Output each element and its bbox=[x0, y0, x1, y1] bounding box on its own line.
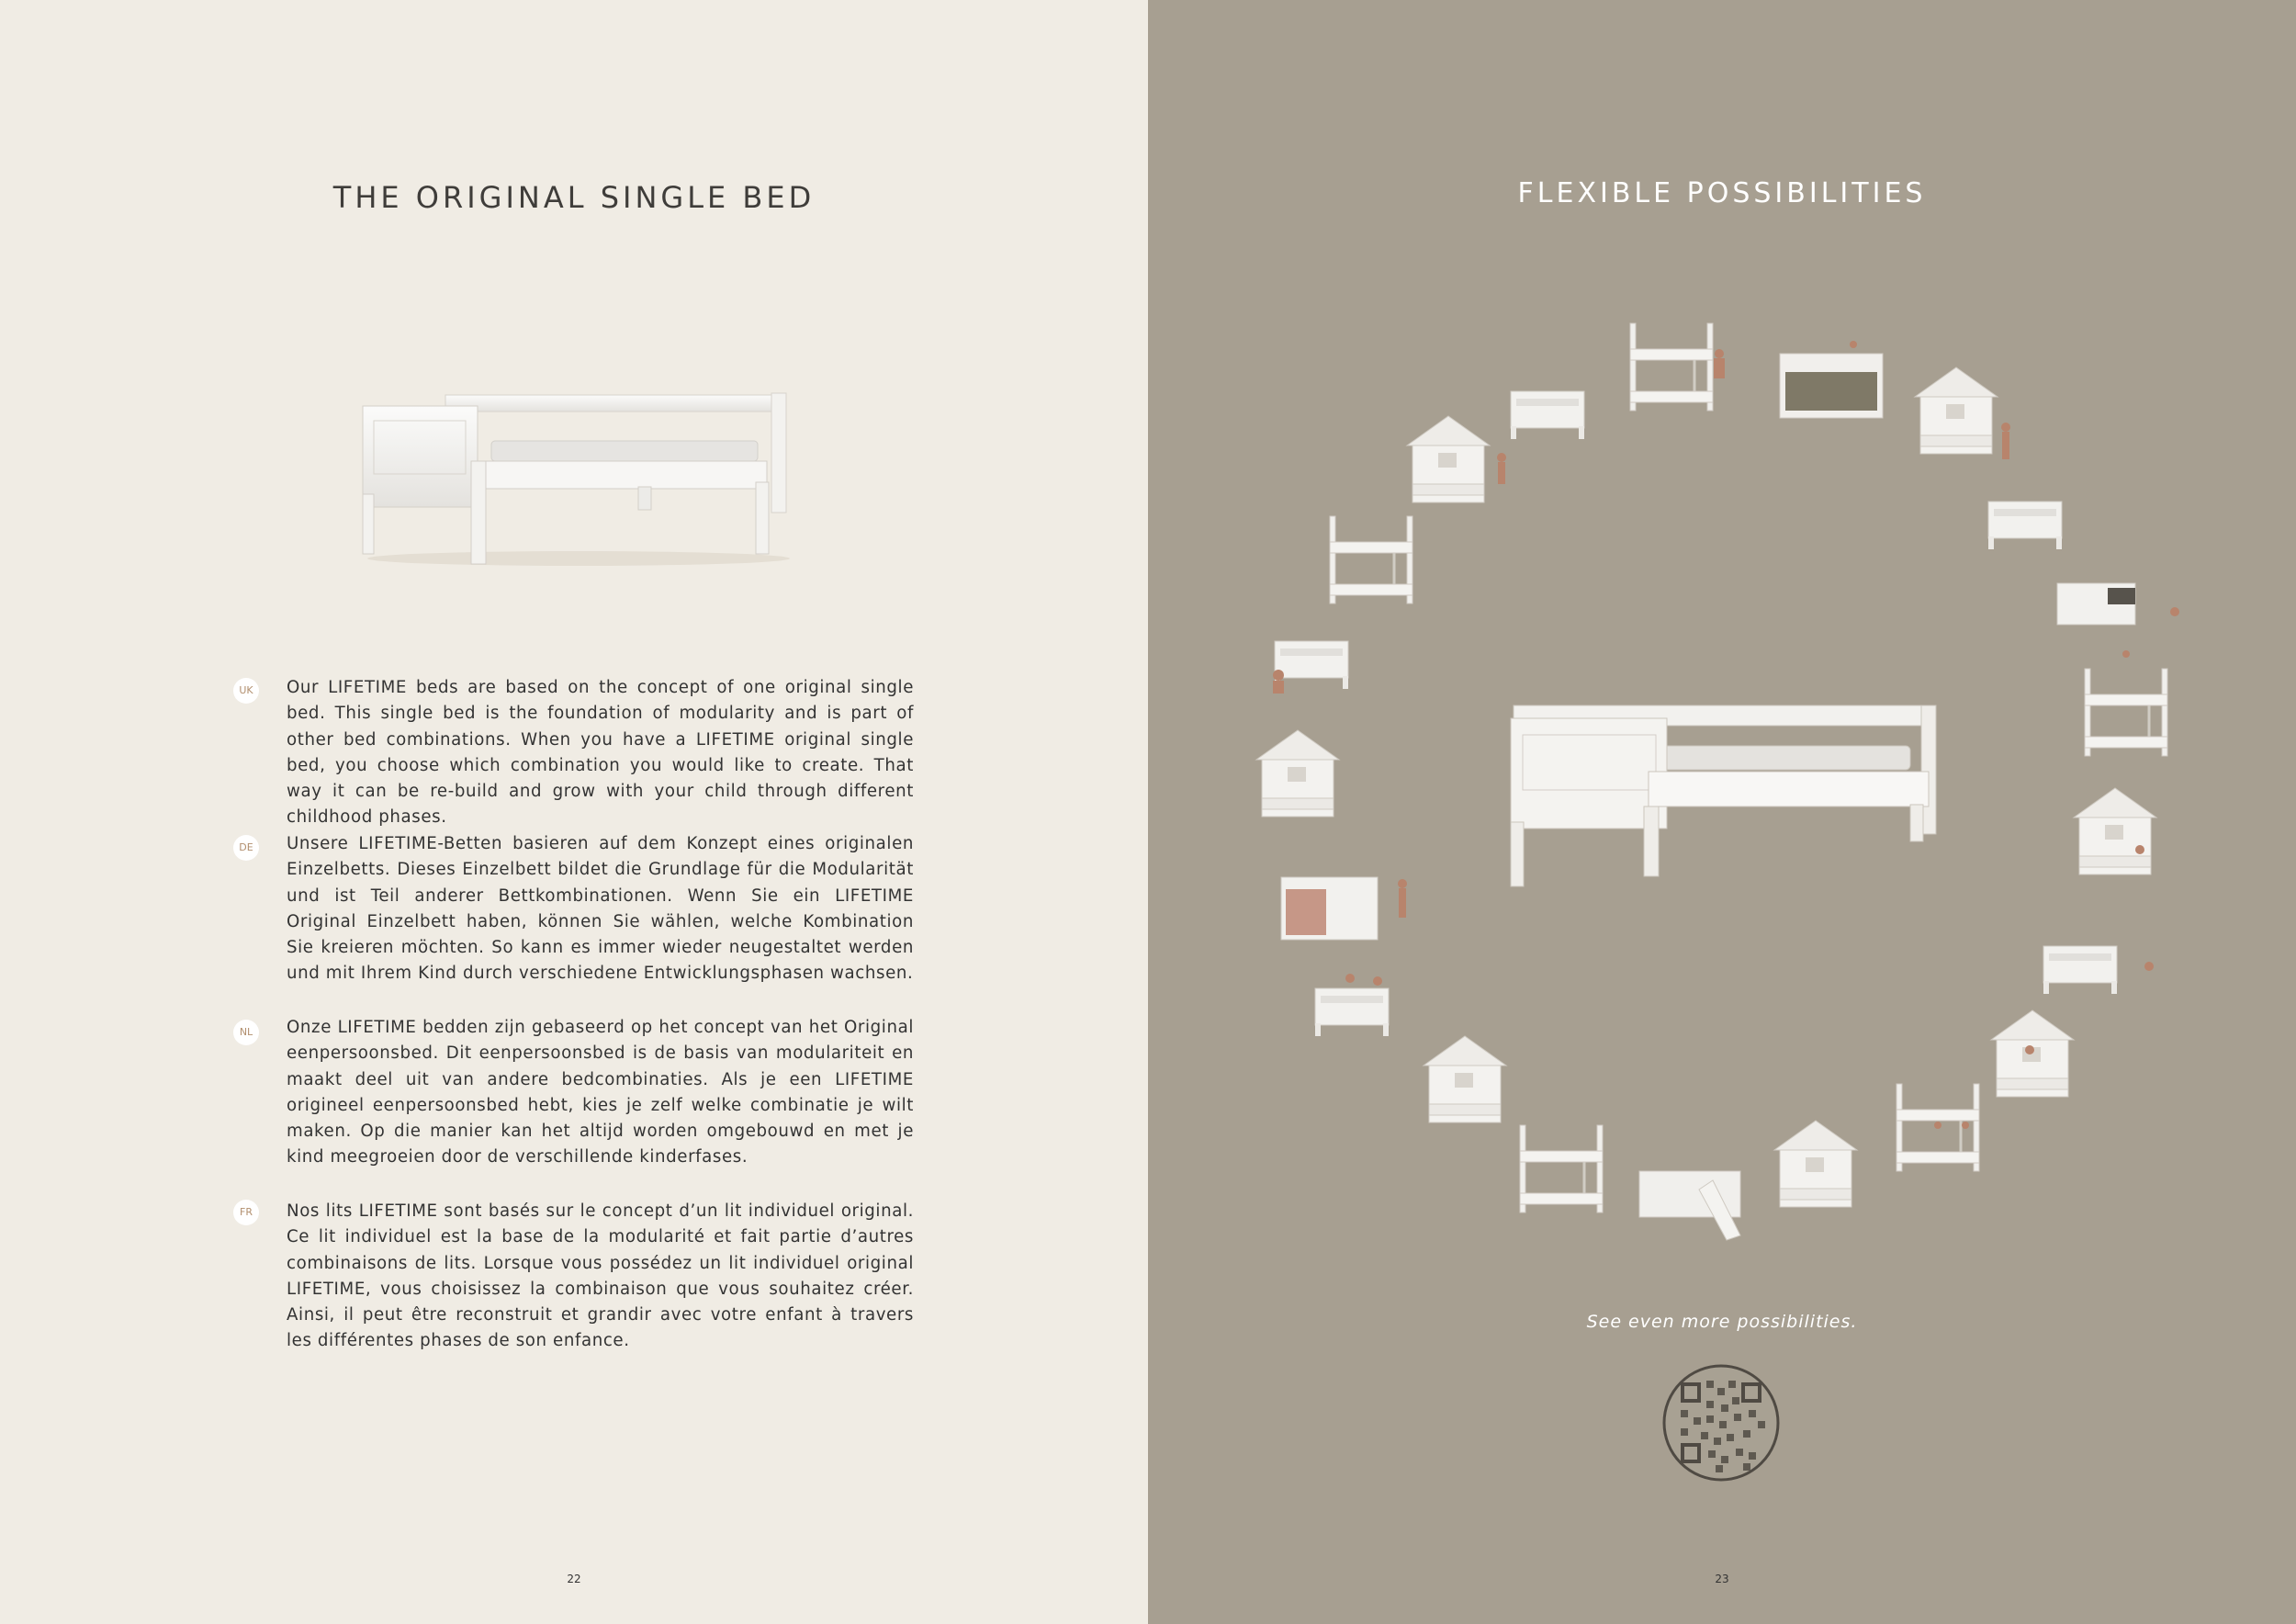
page-title-right: FLEXIBLE POSSIBILITIES bbox=[1517, 177, 1927, 209]
right-page bbox=[1148, 0, 2296, 1624]
see-more-text: See even more possibilities. bbox=[1586, 1312, 1858, 1332]
central-single-bed-image bbox=[1511, 705, 1936, 886]
page-title-left: THE ORIGINAL SINGLE BED bbox=[332, 180, 816, 215]
language-badge-uk: UK bbox=[233, 678, 259, 704]
paragraph-uk: Our LIFETIME beds are based on the concept of one original single bed. This single bed is the foundation of modularity and is part of other bed combinations. When you have a LIFETIME original single bed, you choose which combination you would like to create. That way it can be re-build and grow with your child through different childhood phases. bbox=[287, 678, 914, 828]
page-number-left: 22 bbox=[567, 1573, 581, 1585]
page-number-right: 23 bbox=[1715, 1573, 1729, 1585]
language-badge-nl: NL bbox=[233, 1020, 259, 1045]
language-badge-fr: FR bbox=[233, 1200, 259, 1225]
paragraph-fr: Nos lits LIFETIME sont basés sur le concept d’un lit individuel original. Ce lit individuel est la base de la modularité et fait partie d’autres combinaisons de lits. Lorsque vous possédez un lit individuel original LIFETIME, vous choisissez la combinaison que vous souhaitez créer. Ainsi, il peut être reconstruit et grandir avec votre enfant à travers les différentes phases de son enfance. bbox=[287, 1201, 914, 1351]
original-single-bed-image bbox=[354, 386, 804, 570]
paragraph-nl: Onze LIFETIME bedden zijn gebaseerd op het concept van het Original eenpersoonsbed. Dit eenpersoonsbed is de basis van modulariteit en maakt deel uit van andere bedcombinaties. Als je een LIFETIME origineel eenpersoonsbed hebt, kies je zelf welke combinatie je wilt maken. Op die manier kan het altijd worden omgebouwd en met je kind meegroeien door de verschillende kinderfases. bbox=[287, 1018, 914, 1167]
qr-code-icon[interactable] bbox=[1662, 1364, 1780, 1482]
language-badge-de: DE bbox=[233, 835, 259, 861]
paragraph-de: Unsere LIFETIME-Betten basieren auf dem Konzept eines originalen Einzelbetts. Dieses Einzelbett bildet die Grundlage für die Modularität und ist Teil anderer Bettkombinationen. Wenn Sie ein LIFETIME Original Einzelbett haben, können Sie wählen, welche Kombination Sie kreieren möchten. So kann es immer wieder neugestaltet werden und mit Ihrem Kind durch verschiedene Entwicklungsphasen wachsen. bbox=[287, 834, 914, 984]
